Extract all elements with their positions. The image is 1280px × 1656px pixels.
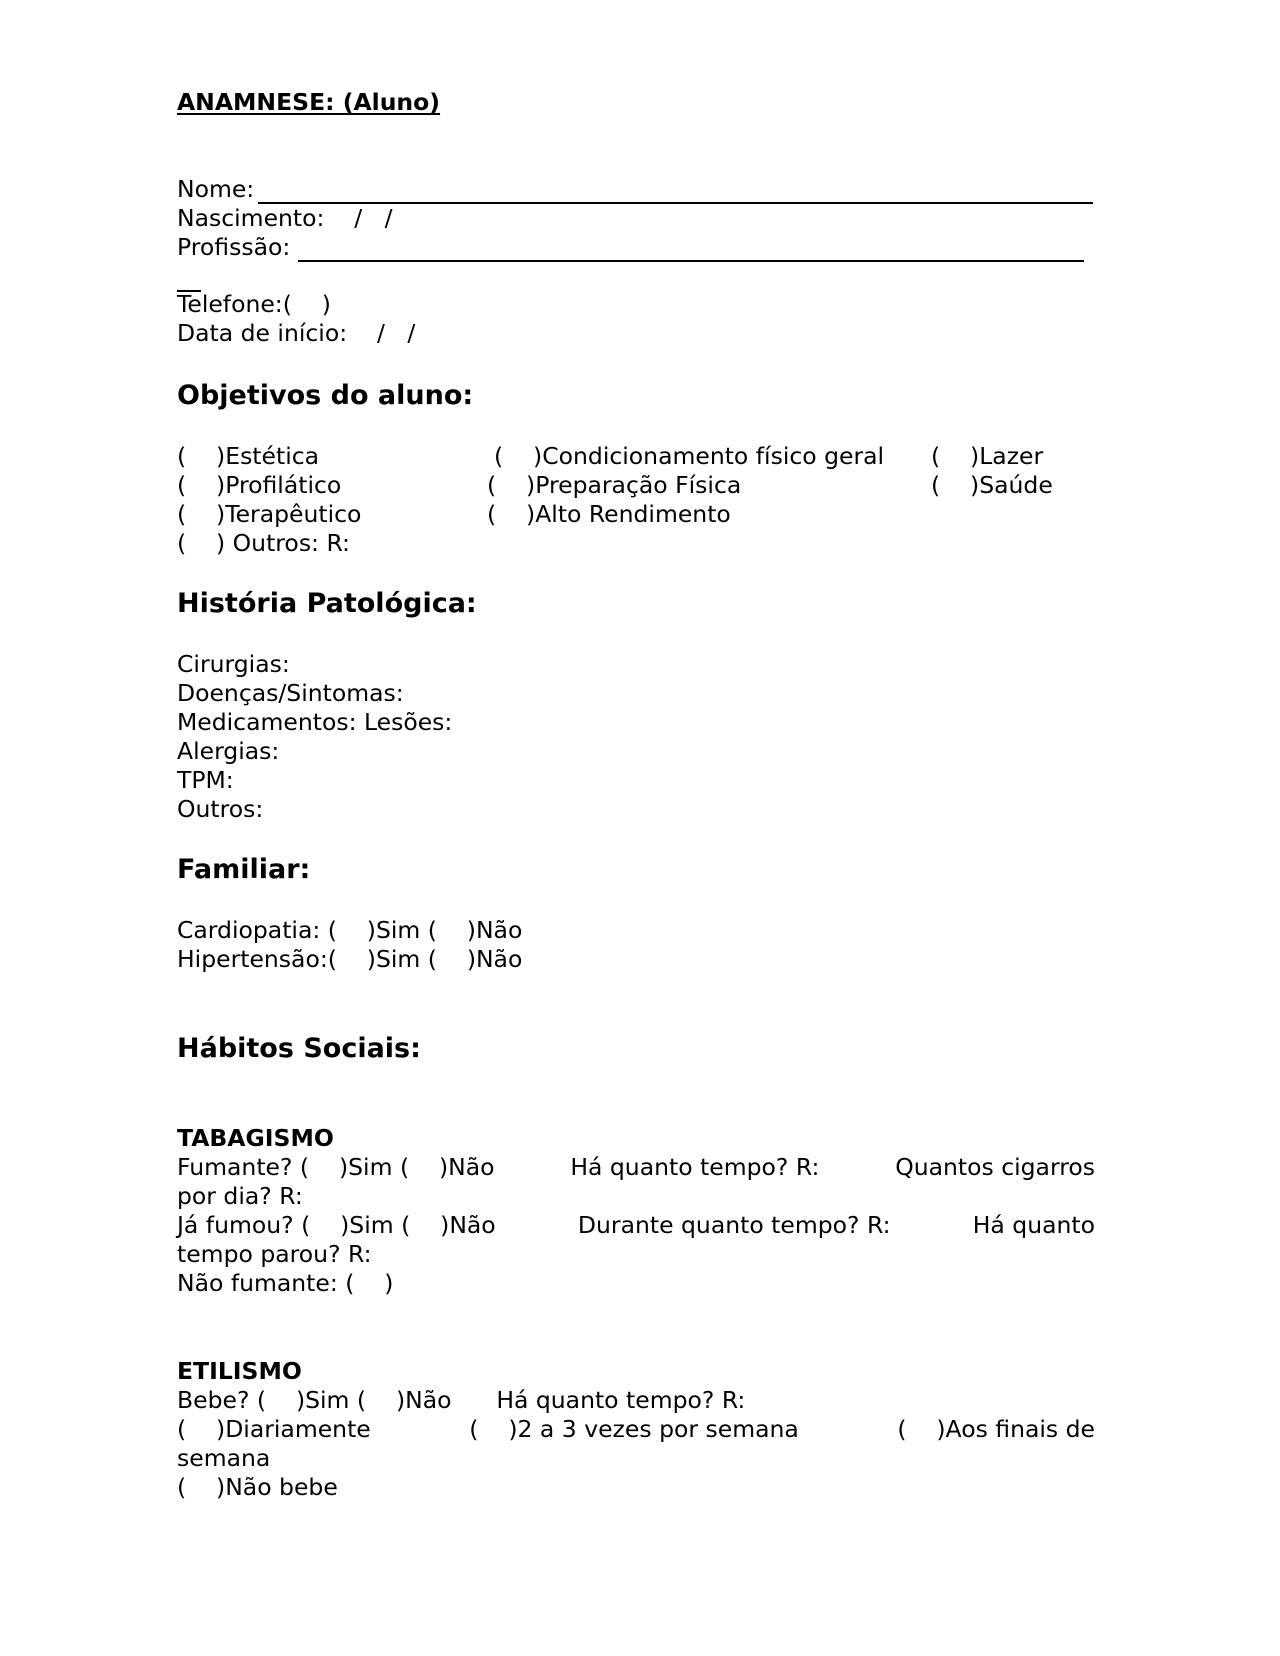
etilismo-nao-bebe: ( )Não bebe (177, 1473, 338, 1501)
historia-doencas: Doenças/Sintomas: (177, 679, 404, 707)
familiar-cardiopatia: Cardiopatia: ( )Sim ( )Não (177, 916, 523, 944)
profissao-label: Profissão: (177, 233, 291, 261)
tabagismo-nao-fumante: Não fumante: ( ) (177, 1269, 394, 1297)
tabagismo-fumante-cont: por dia? R: (177, 1182, 303, 1210)
etilismo-frequencia-cont: semana (177, 1444, 271, 1472)
tabagismo-ja-fumou: Já fumou? ( )Sim ( )Não (177, 1211, 496, 1239)
etilismo-heading: ETILISMO (177, 1357, 302, 1385)
data-inicio-label: Data de início: / / (177, 319, 416, 347)
objetivo-condicionamento: ( )Condicionamento físico geral (494, 442, 885, 470)
familiar-heading: Familiar: (177, 854, 311, 885)
objetivo-saude: ( )Saúde (931, 471, 1053, 499)
etilismo-bebe: Bebe? ( )Sim ( )Não Há quanto tempo? R: (177, 1386, 746, 1414)
historia-alergias: Alergias: (177, 737, 280, 765)
document-title: ANAMNESE: (Aluno) (177, 88, 441, 116)
habitos-heading: Hábitos Sociais: (177, 1033, 421, 1064)
nome-label: Nome: (177, 175, 255, 203)
telefone-label: Telefone:( ) (177, 290, 331, 318)
historia-cirurgias: Cirurgias: (177, 650, 290, 678)
objetivo-alto-rendimento: ( )Alto Rendimento (487, 500, 731, 528)
etilismo-frequencia-line (177, 1415, 1095, 1443)
objetivo-lazer: ( )Lazer (931, 442, 1044, 470)
tabagismo-fumante: Fumante? ( )Sim ( )Não (177, 1153, 495, 1181)
historia-medicamentos: Medicamentos: Lesões: (177, 708, 453, 736)
etilismo-2-3-vezes: ( )2 a 3 vezes por semana (469, 1415, 799, 1443)
objetivo-outros: ( ) Outros: R: (177, 529, 350, 557)
profissao-fill-line (298, 260, 1084, 262)
objetivo-profilatico: ( )Profilático (177, 471, 342, 499)
tabagismo-heading: TABAGISMO (177, 1124, 334, 1152)
historia-heading: História Patológica: (177, 588, 477, 619)
etilismo-finais-semana: ( )Aos finais de (897, 1415, 1095, 1443)
tabagismo-ja-fumou-parou: Há quanto (972, 1211, 1095, 1239)
familiar-hipertensao: Hipertensão:( )Sim ( )Não (177, 945, 523, 973)
tabagismo-fumante-cigarros: Quantos cigarros (895, 1153, 1095, 1181)
tabagismo-ja-fumou-line (177, 1211, 1095, 1239)
historia-outros: Outros: (177, 795, 264, 823)
tabagismo-ja-fumou-cont: tempo parou? R: (177, 1240, 372, 1268)
objetivo-terapeutico: ( )Terapêutico (177, 500, 362, 528)
tabagismo-fumante-tempo: Há quanto tempo? R: (570, 1153, 820, 1181)
tabagismo-fumante-line (177, 1153, 1095, 1181)
objetivos-heading: Objetivos do aluno: (177, 380, 474, 411)
etilismo-diariamente: ( )Diariamente (177, 1415, 371, 1443)
tabagismo-ja-fumou-duracao: Durante quanto tempo? R: (577, 1211, 891, 1239)
nascimento-label: Nascimento: / / (177, 204, 393, 232)
objetivo-preparacao: ( )Preparação Física (487, 471, 742, 499)
objetivo-estetica: ( )Estética (177, 442, 320, 470)
historia-tpm: TPM: (177, 766, 234, 794)
